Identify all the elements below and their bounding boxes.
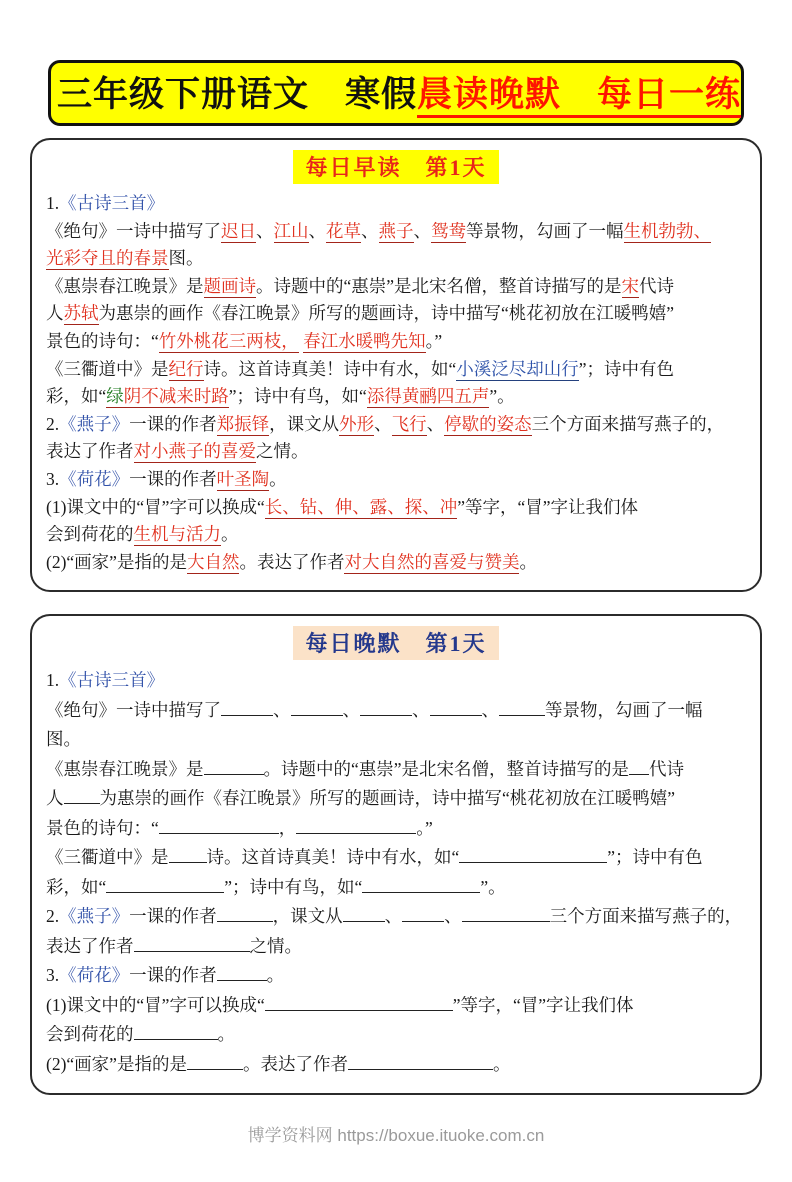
text-segment: 《绝句》一诗中描写了	[46, 220, 221, 241]
fill-in-blank	[134, 932, 250, 951]
text-segment: (2)“画家”是指的是	[46, 551, 187, 572]
lesson-title-text: 《古诗三首》	[59, 193, 165, 213]
text-segment: 三个方面来描写燕子的，	[549, 906, 743, 927]
fill-in-blank	[629, 755, 649, 774]
text-segment: 之情。	[249, 935, 302, 956]
text-segment: 表达了作者	[46, 935, 134, 956]
text-line	[46, 245, 746, 273]
text-segment: 3.	[46, 468, 60, 489]
answer-text: 宋	[621, 275, 640, 296]
text-segment: 三个方面来描写燕子的，	[531, 413, 725, 434]
answer-text: 花草	[326, 220, 361, 241]
text-line	[46, 356, 746, 384]
fill-in-blank	[296, 814, 416, 833]
text-segment: 、	[308, 220, 326, 241]
text-line	[46, 784, 746, 814]
text-segment: 彩，如“	[46, 386, 107, 407]
text-segment: 、	[384, 906, 403, 927]
answer-text: 苏轼	[63, 303, 99, 324]
fill-in-blank	[64, 785, 100, 804]
text-segment: 一课的作者	[129, 413, 217, 434]
lesson-title-text: 《燕子》	[59, 906, 130, 927]
text-segment: 、	[444, 906, 462, 927]
text-segment: ”。	[480, 876, 506, 897]
text-segment: 彩，如“	[46, 876, 107, 897]
answer-text: 停歇的姿态	[444, 413, 532, 434]
text-segment: 诗。这首诗真美！诗中有水，如“	[206, 847, 460, 868]
text-segment: 《绝句》一诗中描写了	[46, 699, 221, 720]
answer-text: 竹外桃花三两枝，	[158, 330, 299, 351]
answer-text: 江山	[273, 220, 309, 241]
text-segment: (1)课文中的“冒”字可以换成“	[46, 994, 265, 1015]
text-line	[46, 190, 746, 218]
fill-in-blank	[106, 873, 224, 892]
text-line	[46, 438, 746, 466]
text-segment: 、	[374, 413, 392, 434]
fill-in-blank	[159, 814, 279, 833]
text-segment: 为惠崇的画作《春江晚景》所写的题画诗，诗中描写“桃花初放在江暖鸭嬉”	[98, 303, 675, 324]
text-segment: 一课的作者	[129, 906, 217, 927]
text-segment: 等景物，勾画了一幅	[545, 699, 703, 720]
text-segment: 。”	[425, 330, 443, 351]
title-banner	[48, 60, 744, 126]
text-segment: 、	[361, 220, 379, 241]
text-segment: 。	[266, 965, 285, 986]
text-segment: ”；诗中有色	[578, 358, 675, 379]
answer-text: 生机勃勃、	[623, 220, 711, 241]
text-line	[46, 549, 746, 577]
answer-text: 阴不减来时路	[123, 386, 229, 407]
answer-text: 对大自然的喜爱与赞美	[344, 551, 520, 572]
text-segment: 会到荷花的	[46, 1024, 134, 1045]
text-segment: 之情。	[256, 441, 309, 462]
fill-in-blank	[459, 844, 607, 863]
text-line	[46, 843, 746, 873]
text-segment: ，课文从	[272, 906, 343, 927]
text-segment: 、	[413, 220, 431, 241]
lesson-title-text: 《燕子》	[59, 413, 130, 434]
text-segment: 《三衢道中》是	[46, 847, 169, 868]
text-segment: 《惠崇春江晚景》是	[46, 758, 204, 779]
answer-text: 题画诗	[203, 275, 256, 296]
text-segment: 人	[46, 788, 64, 809]
text-line	[46, 1050, 746, 1080]
text-segment: 、	[412, 699, 430, 720]
text-segment: 一课的作者	[129, 965, 217, 986]
text-line	[46, 961, 746, 991]
text-line	[46, 991, 746, 1021]
text-segment: 会到荷花的	[46, 524, 134, 545]
evening-dictation-box	[30, 614, 762, 1095]
text-segment: 。	[217, 1024, 235, 1045]
lesson-title-text: 《荷花》	[59, 965, 130, 986]
text-line	[46, 466, 746, 494]
fill-in-blank	[169, 844, 207, 863]
text-segment: (2)“画家”是指的是	[46, 1053, 187, 1074]
morning-reading-box	[30, 138, 762, 592]
text-segment: 。	[269, 468, 287, 489]
answer-text: 光彩夺且的春景	[46, 248, 169, 269]
text-line	[46, 328, 746, 356]
text-segment: 、	[481, 699, 499, 720]
answer-text: 鸳鸯	[431, 220, 466, 241]
answer-text: 添得黄鹂四五声	[366, 386, 490, 407]
text-segment: 人	[46, 303, 64, 324]
answer-text: 春江水暖鸭先知	[303, 330, 426, 351]
fill-in-blank	[187, 1050, 243, 1069]
morning-header-wrap	[46, 150, 746, 184]
answer-text: 飞行	[391, 413, 427, 434]
text-segment: 、	[256, 220, 274, 241]
fill-in-blank	[134, 1021, 218, 1040]
fill-in-blank	[291, 696, 343, 715]
text-line	[46, 932, 746, 962]
text-segment: 、	[273, 699, 291, 720]
lesson-title-text: 《荷花》	[59, 468, 130, 489]
evening-header-wrap	[46, 626, 746, 660]
fill-in-blank	[343, 903, 385, 922]
answer-text: 燕子	[378, 220, 414, 241]
text-segment: 图。	[168, 248, 204, 269]
fill-in-blank	[499, 696, 545, 715]
text-line	[46, 873, 746, 903]
text-segment: 《惠崇春江晚景》是	[46, 275, 204, 296]
text-segment: 一课的作者	[129, 468, 217, 489]
text-segment: (1)课文中的“冒”字可以换成“	[46, 496, 265, 517]
fill-in-blank	[402, 903, 444, 922]
text-segment: ，	[278, 817, 297, 838]
text-segment: 。表达了作者	[239, 551, 345, 572]
worksheet-page	[0, 60, 792, 1182]
text-segment: ”；诗中有鸟，如“	[228, 386, 367, 407]
evening-header: 每日晚默 第1天	[293, 626, 498, 660]
text-line	[46, 383, 746, 411]
text-line	[46, 521, 746, 549]
answer-text: 绿	[106, 386, 124, 407]
text-segment: 、	[426, 413, 445, 434]
text-segment: 《三衢道中》是	[46, 358, 169, 379]
text-segment: ”；诗中有鸟，如“	[224, 876, 363, 897]
answer-text: 小溪泛尽却山行	[456, 358, 579, 379]
text-segment: 。	[492, 1053, 511, 1074]
text-segment: 。表达了作者	[242, 1053, 348, 1074]
answer-text: 叶圣陶	[216, 468, 270, 489]
text-segment: 、	[342, 699, 360, 720]
answer-text: 大自然	[186, 551, 240, 572]
lesson-title-text: 《古诗三首》	[59, 670, 165, 691]
title-red-text: 晨读晚默 每日一练	[417, 75, 741, 118]
text-line	[46, 411, 746, 439]
answer-text: 郑振铎	[216, 413, 270, 434]
text-segment: 诗。这首诗真美！诗中有水，如“	[203, 358, 457, 379]
text-line	[46, 218, 746, 246]
text-line	[46, 273, 746, 301]
title-black-text: 三年级下册语文 寒假	[57, 75, 418, 114]
morning-header: 每日早读 第1天	[293, 150, 498, 184]
text-segment: 3.	[46, 965, 60, 986]
text-line	[46, 725, 746, 755]
fill-in-blank	[348, 1050, 493, 1069]
text-line	[46, 902, 746, 932]
text-segment: 图。	[46, 729, 81, 750]
text-line	[46, 696, 746, 726]
fill-in-blank	[360, 696, 412, 715]
text-segment: ”等字，“冒”字让我们体	[457, 496, 639, 517]
answer-text: 外形	[339, 413, 375, 434]
answer-text: 长、钻、伸、露、探、冲	[264, 496, 458, 517]
text-line	[46, 300, 746, 328]
text-segment: 1.	[46, 193, 60, 213]
text-line	[46, 814, 746, 844]
fill-in-blank	[265, 991, 453, 1010]
morning-content	[46, 190, 746, 576]
text-segment: ”；诗中有色	[607, 847, 703, 868]
text-segment: 景色的诗句：“	[46, 330, 159, 351]
text-line	[46, 755, 746, 785]
answer-text: 生机与活力	[133, 524, 221, 545]
answer-text: 纪行	[168, 358, 204, 379]
text-segment: 。	[221, 524, 239, 545]
text-segment: 代诗	[649, 758, 685, 779]
fill-in-blank	[362, 873, 480, 892]
text-segment: 。诗题中的“惠崇”是北宋名僧，整首诗描写的是	[256, 275, 622, 296]
text-segment: 。”	[416, 817, 433, 838]
text-segment: 景色的诗句：“	[46, 817, 159, 838]
text-segment: 等景物，勾画了一幅	[466, 220, 624, 241]
text-line	[46, 494, 746, 522]
answer-text: 迟日	[221, 220, 256, 241]
fill-in-blank	[430, 696, 482, 715]
text-segment: ”。	[489, 386, 515, 407]
text-segment: ”等字，“冒”字让我们体	[452, 994, 634, 1015]
text-segment: 为惠崇的画作《春江晚景》所写的题画诗，诗中描写“桃花初放在江暖鸭嬉”	[99, 788, 676, 809]
text-segment: 代诗	[639, 275, 675, 296]
text-segment: ，课文从	[269, 413, 340, 434]
fill-in-blank	[204, 755, 264, 774]
text-segment: 表达了作者	[46, 441, 134, 462]
footer-text: 博学资料网 https://boxue.ituoke.com.cn	[247, 1126, 545, 1146]
text-segment: 2.	[46, 413, 60, 434]
fill-in-blank	[221, 696, 273, 715]
text-segment: 1.	[46, 670, 60, 691]
text-segment: 2.	[46, 906, 60, 927]
fill-in-blank	[462, 903, 550, 922]
text-line	[46, 1020, 746, 1050]
text-segment: 。	[519, 551, 537, 572]
text-line	[46, 666, 746, 696]
fill-in-blank	[217, 903, 273, 922]
evening-content	[46, 666, 746, 1079]
fill-in-blank	[217, 962, 267, 981]
text-segment: 。诗题中的“惠崇”是北宋名僧，整首诗描写的是	[263, 758, 630, 779]
answer-text: 对小燕子的喜爱	[133, 441, 256, 462]
